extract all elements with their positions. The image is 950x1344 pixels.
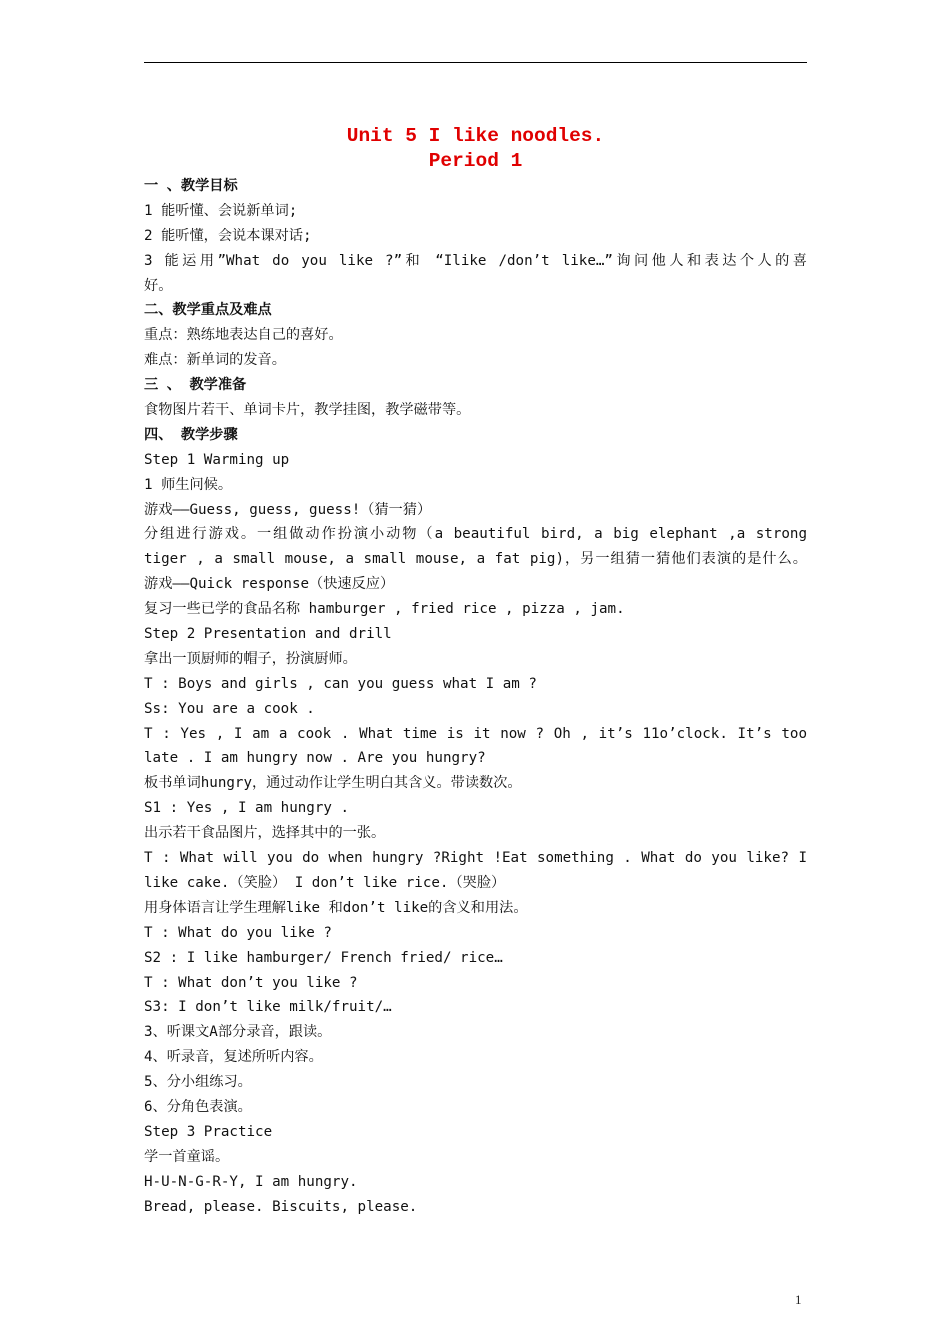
text-line: Ss: You are a cook . — [144, 700, 315, 717]
text-line: S1 : Yes , I am hungry . — [144, 800, 349, 817]
text-line: T : What will you do when hungry ?Right !Eat something . What do you like? I — [144, 850, 807, 867]
text-line: 1 能听懂、会说新单词; — [144, 202, 298, 219]
text-line: 出示若干食品图片，选择其中的一张。 — [144, 825, 386, 842]
text-line: Step 1 Warming up — [144, 451, 290, 468]
text-line: 重点：熟练地表达自己的喜好。 — [144, 327, 343, 344]
section-heading: 一 、教学目标 — [144, 178, 238, 194]
text-line: Step 3 Practice — [144, 1123, 273, 1140]
text-line: T : What do you like ? — [144, 924, 332, 941]
section-heading: 四、 教学步骤 — [144, 426, 238, 443]
text-line: 分组进行游戏。一组做动作扮演小动物（a beautiful bird, a big elephant ,a strong — [144, 526, 807, 543]
text-line: S2 : I like hamburger/ French fried/ rice… — [144, 949, 503, 966]
text-line: 游戏——Quick response（快速反应） — [144, 576, 395, 593]
page-number: 1 — [795, 1292, 802, 1307]
text-line: 难点：新单词的发音。 — [144, 352, 286, 369]
text-line: H-U-N-G-R-Y, I am hungry. — [144, 1173, 358, 1190]
document-title — [144, 124, 807, 174]
text-line: 1 师生问候。 — [144, 476, 233, 493]
text-line: tiger , a small mouse, a small mouse, a fat pig)，另一组猜一猜他们表演的是什么。 — [144, 551, 807, 568]
text-line: 6、分角色表演。 — [144, 1098, 252, 1115]
title-line-2: Period 1 — [428, 150, 523, 172]
text-line: 用身体语言让学生理解like 和don’t like的含义和用法。 — [144, 899, 528, 916]
text-line: 食物图片若干、单词卡片，教学挂图，教学磁带等。 — [144, 402, 471, 419]
text-line: Step 2 Presentation and drill — [144, 626, 392, 643]
section-heading: 三 、 教学准备 — [144, 377, 247, 394]
text-line: late . I am hungry now . Are you hungry? — [144, 750, 486, 767]
header-rule — [144, 62, 807, 63]
text-line: 3、听课文A部分录音，跟读。 — [144, 1024, 332, 1041]
text-line: 拿出一顶厨师的帽子，扮演厨师。 — [144, 650, 357, 667]
title-line-1: Unit 5 I like noodles. — [346, 125, 605, 147]
text-line: 5、分小组练习。 — [144, 1074, 252, 1091]
text-line: T : Yes , I am a cook . What time is it now ? Oh , it’s 11o’clock. It’s too — [144, 725, 807, 742]
text-line: 3 能运用”What do you like ?”和 “Ilike /don’t like…”询问他人和表达个人的喜 — [144, 252, 807, 269]
text-line: 板书单词hungry，通过动作让学生明白其含义。带读数次。 — [144, 775, 522, 792]
text-line: like cake.（笑脸） I don’t like rice.（哭脸） — [144, 874, 506, 891]
document-body — [144, 174, 807, 1219]
text-line: Bread, please. Biscuits, please. — [144, 1198, 418, 1215]
text-line: 4、听录音，复述所听内容。 — [144, 1049, 323, 1066]
text-line: 2 能听懂，会说本课对话; — [144, 227, 312, 244]
text-line: 好。 — [144, 277, 173, 294]
section-heading: 二、教学重点及难点 — [144, 302, 272, 319]
text-line: T : Boys and girls , can you guess what I am ? — [144, 675, 537, 692]
text-line: 游戏——Guess, guess, guess!（猜一猜） — [144, 501, 432, 518]
text-line: T : What don’t you like ? — [144, 974, 358, 991]
text-line: 学一首童谣。 — [144, 1148, 230, 1165]
text-line: S3: I don’t like milk/fruit/… — [144, 999, 392, 1016]
text-line: 复习一些已学的食品名称 hamburger , fried rice , pizza , jam. — [144, 601, 625, 618]
